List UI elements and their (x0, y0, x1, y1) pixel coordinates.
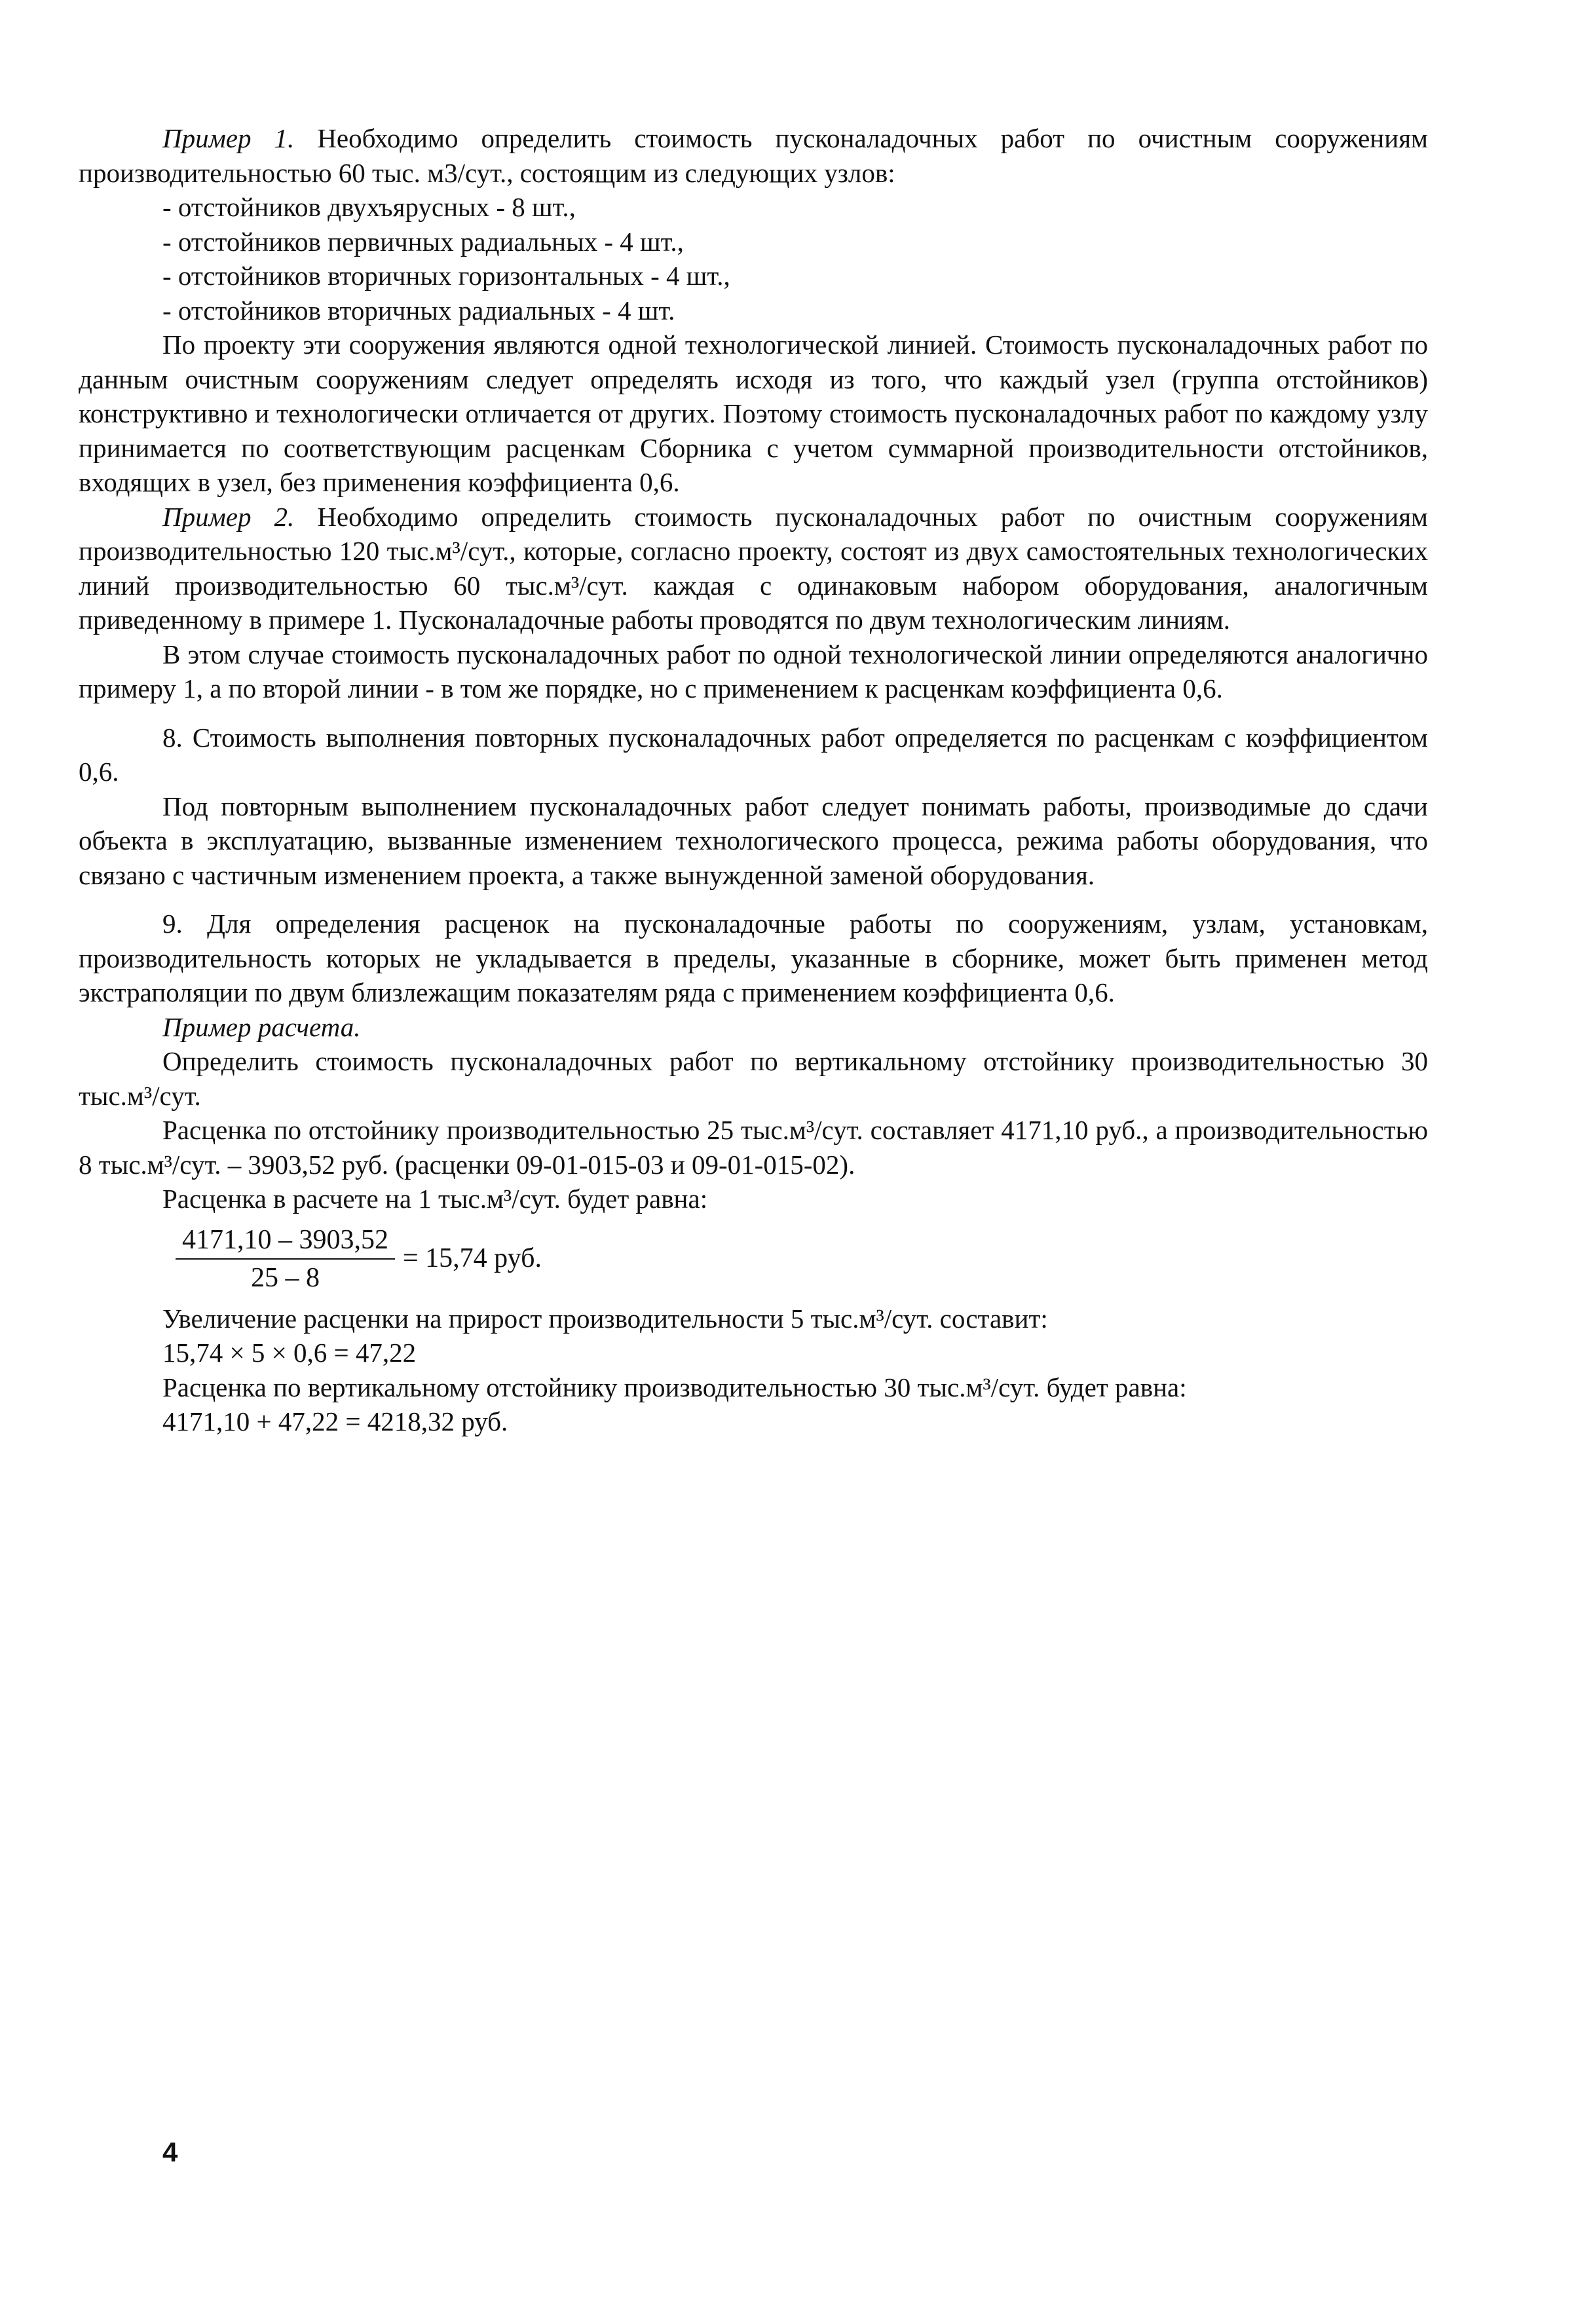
example2-conclusion: В этом случае стоимость пусконаладочных работ по одной технологической линии определяются аналогично примеру 1, а по второй линии - в том же порядке, но с применением к расценкам коэффициента 0,6. (79, 639, 1428, 703)
example1-paragraph: По проекту эти сооружения являются одной технологической линией. Стоимость пусконаладочных работ по данным очистным сооружениям следует определять исходя из того, что каждый узел (группа отстойников) конструктивно и технологически отличается от других. Поэтому стоимость пусконаладочных работ по каждому узлу принимается по соответствующим расценкам Сборника с учетом суммарной производительности отстойников, входящих в узел, без применения коэффициента 0,6. (79, 329, 1428, 497)
calc-example-label: Пример расчета. (162, 1011, 361, 1042)
example1-item: - отстойников первичных радиальных - 4 шт., (162, 226, 684, 257)
calc-task: Определить стоимость пусконаладочных работ по вертикальному отстойнику производительностью 30 тыс.м³/сут. (79, 1046, 1428, 1111)
example1-label: Пример 1. (162, 123, 295, 153)
final-calc: 4171,10 + 47,22 = 4218,32 руб. (162, 1406, 508, 1436)
increase-calc: 15,74 × 5 × 0,6 = 47,22 (162, 1338, 417, 1368)
example1-item: - отстойников двухъярусных - 8 шт., (162, 192, 576, 222)
final-intro: Расценка по вертикальному отстойнику производительностью 30 тыс.м³/сут. будет равна: (162, 1372, 1187, 1402)
formula-numerator: 4171,10 – 3903,52 (176, 1223, 395, 1260)
calc-rates: Расценка по отстойнику производительностью 25 тыс.м³/сут. составляет 4171,10 руб., а производительностью 8 тыс.м³/сут. – 3903,52 руб. (расценки 09-01-015-03 и 09-01-015-02). (79, 1115, 1428, 1180)
example2-paragraph (79, 500, 1428, 637)
rate-formula (176, 1216, 1428, 1302)
increase-intro: Увеличение расценки на прирост производительности 5 тыс.м³/сут. составит: (162, 1303, 1048, 1334)
formula-denominator: 25 – 8 (251, 1262, 320, 1293)
section-9-heading: 9. Для определения расценок на пусконаладочные работы по сооружениям, узлам, установкам, производительность которых не укладывается в пределы, указанные в сборнике, может быть применен метод экстраполяции по двум близлежащим показателям ряда с применением коэффициента 0,6. (79, 909, 1428, 1007)
example1-intro-text: Необходимо определить стоимость пусконаладочных работ по очистным сооружениям производительностью 60 тыс. м3/сут., состоящим из следующих узлов: (79, 123, 1428, 188)
formula-result: = 15,74 руб. (403, 1243, 542, 1274)
page-number: 4 (162, 2137, 178, 2167)
section-8-paragraph: Под повторным выполнением пусконаладочных работ следует понимать работы, производимые до сдачи объекта в эксплуатацию, вызванные изменением технологического процесса, режима работы оборудования, что связано с частичным изменением проекта, а также вынужденной заменой оборудования. (79, 791, 1428, 890)
example1-item: - отстойников вторичных радиальных - 4 шт. (162, 295, 675, 326)
example2-text: Необходимо определить стоимость пусконаладочных работ по очистным сооружениям производительностью 120 тыс.м³/сут., которые, согласно проекту, состоят из двух самостоятельных технологических линий производительностью 60 тыс.м³/сут. каждая с одинаковым набором оборудования, аналогичным приведенному в примере 1. Пусконаладочные работы проводятся по двум технологическим линиям. (79, 501, 1428, 635)
section-8-heading: 8. Стоимость выполнения повторных пусконаладочных работ определяется по расценкам с коэффициентом 0,6. (79, 722, 1428, 787)
formula-fraction (176, 1223, 395, 1295)
document-body (79, 121, 1428, 1439)
calc-per-unit: Расценка в расчете на 1 тыс.м³/сут. будет равна: (162, 1184, 708, 1214)
example1-intro (79, 121, 1428, 190)
example2-label: Пример 2. (162, 501, 295, 532)
example1-item: - отстойников вторичных горизонтальных - 4 шт., (162, 261, 730, 291)
